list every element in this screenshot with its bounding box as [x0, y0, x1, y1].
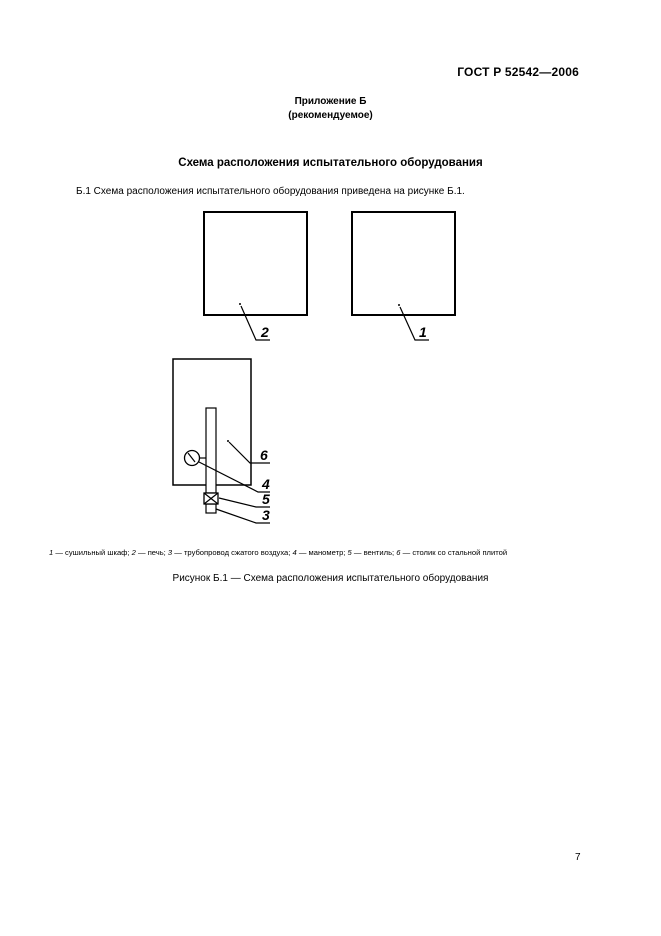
pipe-lower — [206, 504, 216, 513]
drying-cabinet-dot — [398, 304, 400, 306]
intro-paragraph: Б.1 Схема расположения испытательного оборудования приведена на рисунке Б.1. — [76, 186, 465, 197]
callout-2: 2 — [261, 324, 269, 340]
legend-item-6: 6 — столик со стальной плитой — [396, 548, 508, 557]
furnace-dot — [239, 303, 241, 305]
callout-1: 1 — [419, 324, 427, 340]
legend-item-5: 5 — вентиль; — [347, 548, 397, 557]
pipe-upper — [206, 408, 216, 493]
annex-status: (рекомендуемое) — [288, 110, 373, 121]
section-title: Схема расположения испытательного оборудования — [178, 157, 483, 169]
document-standard-code: ГОСТ Р 52542—2006 — [457, 65, 579, 79]
callout-6: 6 — [260, 447, 268, 463]
legend-item-4: 4 — манометр; — [292, 548, 348, 557]
legend-item-2: 2 — печь; — [131, 548, 168, 557]
figure-legend — [49, 548, 507, 557]
page-number: 7 — [575, 852, 581, 863]
legend-item-3: 3 — трубопровод сжатого воздуха; — [167, 548, 293, 557]
callout-5: 5 — [262, 491, 270, 507]
furnace-box — [204, 212, 307, 315]
figure-caption: Рисунок Б.1 — Схема расположения испытательного оборудования — [172, 573, 489, 584]
legend-item-1: 1 — сушильный шкаф; — [49, 548, 132, 557]
drying-cabinet-box — [352, 212, 455, 315]
annex-title: Приложение Б — [294, 96, 367, 107]
table-dot — [227, 440, 229, 442]
callout-4: 4 — [262, 476, 270, 492]
callout-3: 3 — [262, 507, 270, 523]
